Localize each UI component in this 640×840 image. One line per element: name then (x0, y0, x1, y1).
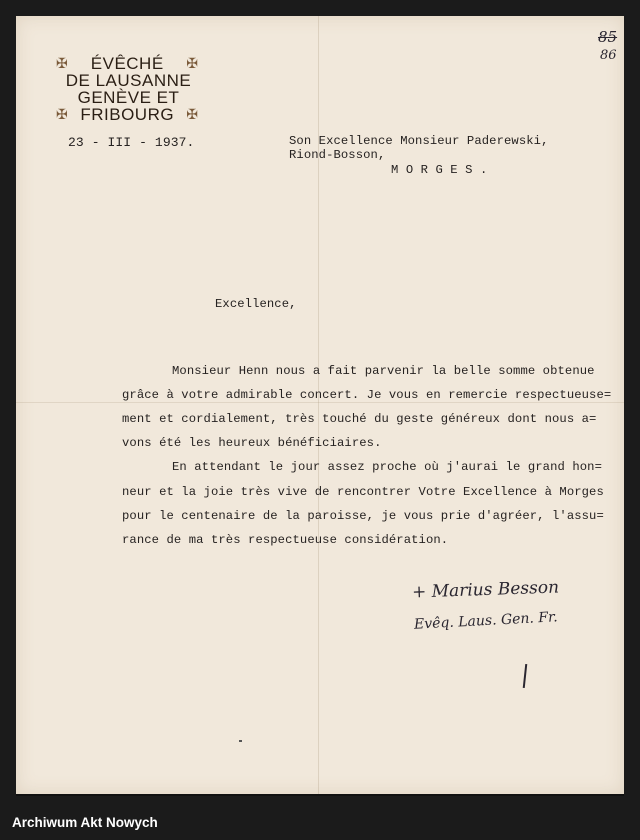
signature-title: Evêq. Laus. Gen. Fr. (413, 609, 559, 633)
cross-pattee-icon: ✠ (56, 106, 69, 122)
body-line: ment et cordialement, très touché du geste généreux dont nous a= (122, 412, 597, 426)
cross-pattee-icon: ✠ (186, 106, 199, 122)
letter-paper (16, 16, 624, 794)
scan-bottom-edge (16, 794, 624, 796)
archive-number-crossed: 85 (598, 28, 618, 46)
cross-pattee-icon: ✠ (56, 55, 69, 71)
recipient-line-1: Son Excellence Monsieur Paderewski, (289, 134, 549, 148)
paper-fold-vertical (318, 16, 319, 794)
body-line: Monsieur Henn nous a fait parvenir la belle somme obtenue (172, 364, 595, 378)
recipient-line-2: Riond-Bosson, (289, 148, 386, 162)
paper-fold-horizontal (16, 402, 624, 403)
ink-dot (239, 740, 242, 742)
body-line: grâce à votre admirable concert. Je vous en remercie respectueuse= (122, 388, 612, 402)
archive-number-current: 86 (600, 48, 617, 63)
cross-pattee-icon: ✠ (186, 55, 199, 71)
letter-date: 23 - III - 1937. (68, 135, 195, 150)
letterhead-line-3: GENÈVE ET (77, 88, 180, 107)
letterhead-line-4: ✠ FRIBOURG ✠ (56, 105, 199, 124)
archive-footer-label: Archiwum Akt Nowych (12, 815, 158, 830)
body-line: neur et la joie très vive de rencontrer Votre Excellence à Morges (122, 485, 604, 499)
letterhead-line-2: DE LAUSANNE (65, 71, 192, 90)
recipient-city: M O R G E S . (391, 163, 488, 177)
signature-name: + Marius Besson (411, 577, 560, 603)
body-line: vons été les heureux bénéficiaires. (122, 436, 382, 450)
body-line: rance de ma très respectueuse considération. (122, 533, 449, 547)
letterhead-line-1: ✠ ÉVÊCHÉ ✠ (56, 54, 199, 73)
body-line: En attendant le jour assez proche où j'aurai le grand hon= (172, 460, 602, 474)
salutation: Excellence, (215, 297, 297, 311)
body-line: pour le centenaire de la paroisse, je vous prie d'agréer, l'assu= (122, 509, 604, 523)
